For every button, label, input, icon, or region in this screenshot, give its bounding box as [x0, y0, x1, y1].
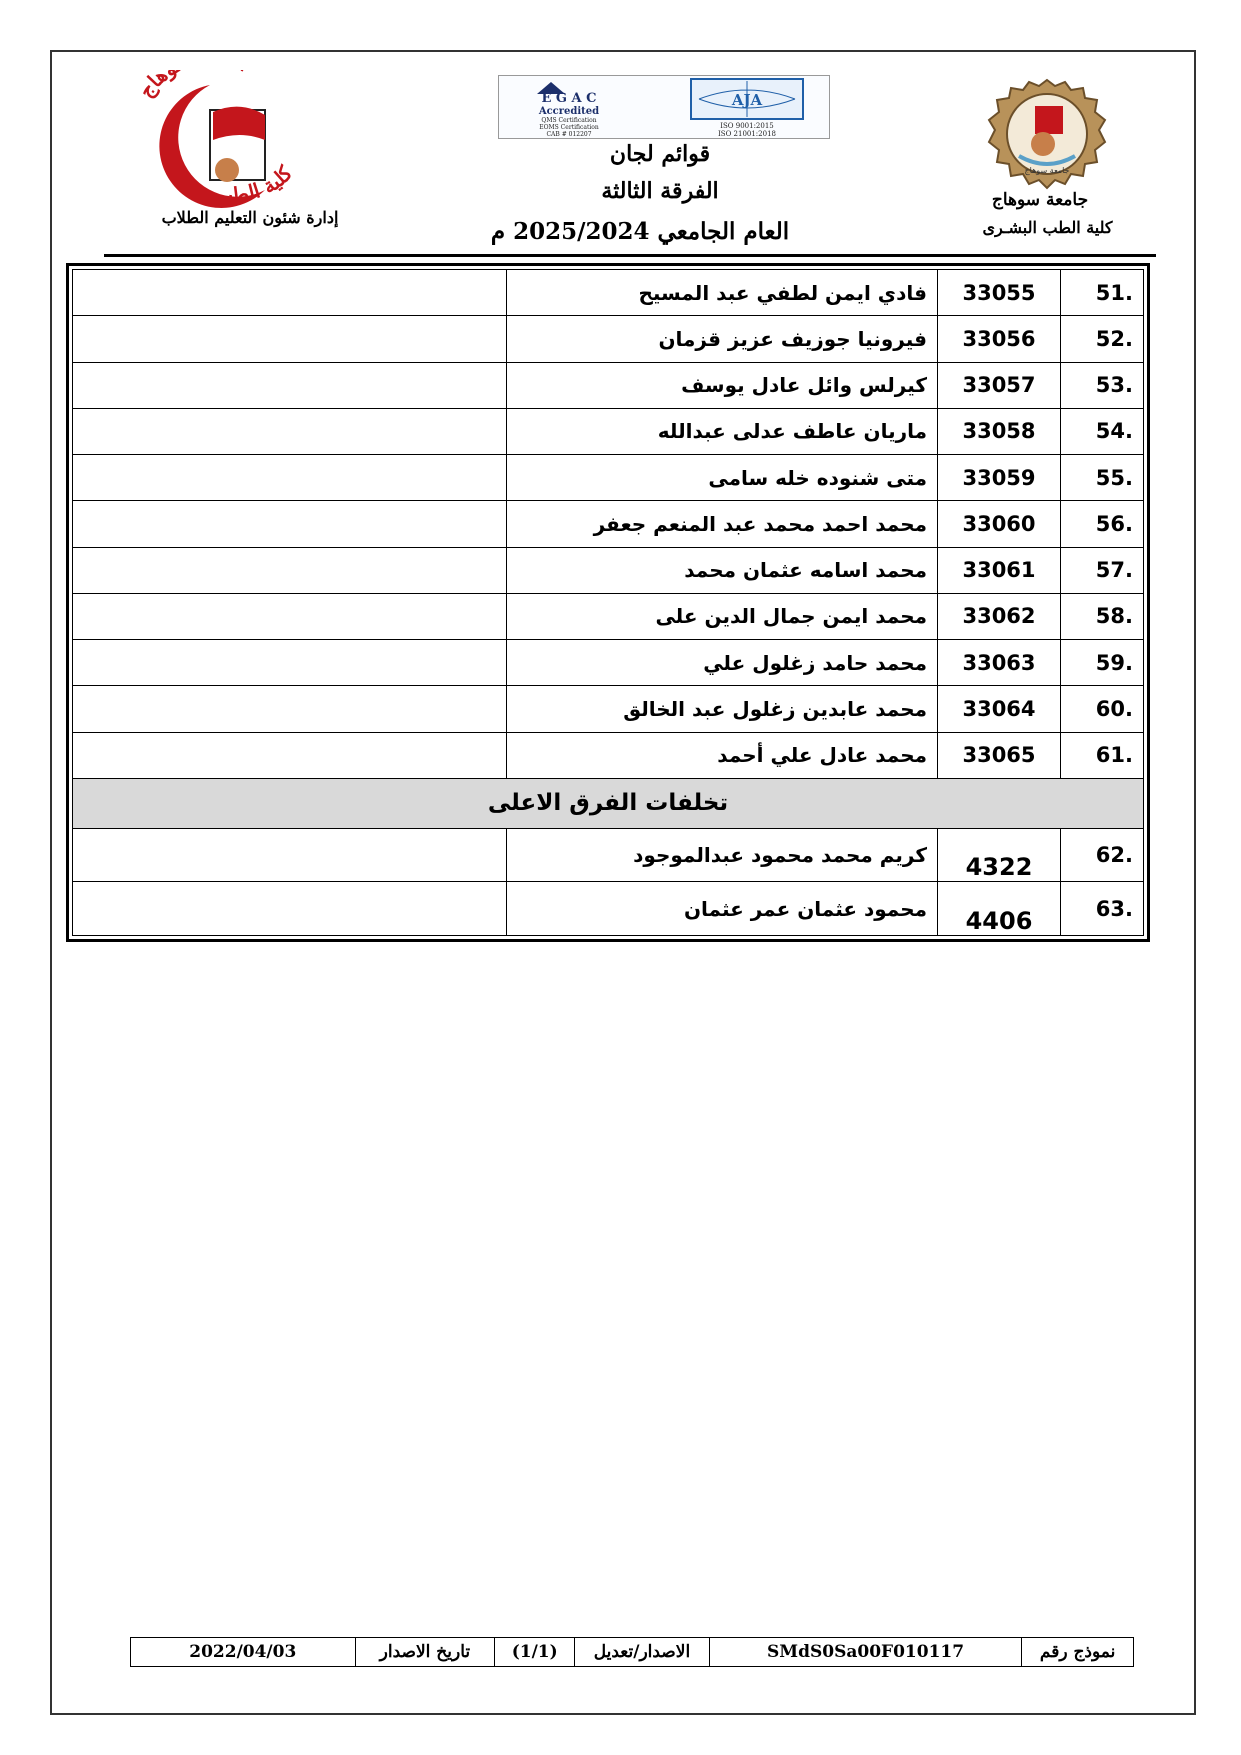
student-name: محمد ايمن جمال الدين على — [507, 593, 938, 639]
seat-number: 33065 — [938, 732, 1061, 778]
row-number: .52 — [1061, 316, 1144, 362]
page-subtitle: الفرقة الثالثة — [601, 178, 719, 204]
header-divider — [104, 254, 1156, 257]
row-number: .57 — [1061, 547, 1144, 593]
seat-number: 33064 — [938, 686, 1061, 732]
form-number-label: نموذج رقم — [1021, 1638, 1133, 1666]
university-logo-text: جامعة سوهاج — [1024, 166, 1070, 175]
row-number: .58 — [1061, 593, 1144, 639]
signature-cell — [73, 408, 507, 454]
signature-cell — [73, 882, 507, 936]
department-label: إدارة شئون التعليم الطلاب — [161, 208, 339, 227]
egac-title: E G A C — [541, 91, 597, 106]
form-number: SMdS0Sa00F010117 — [709, 1638, 1021, 1666]
college-logo-top-text: هاج — [133, 70, 173, 102]
signature-cell — [73, 270, 507, 316]
signature-cell — [73, 828, 507, 882]
table-row — [73, 501, 1144, 547]
egac-qms: QMS Certification — [541, 117, 597, 124]
table-row — [73, 640, 1144, 686]
page-title: قوائم لجان — [609, 141, 711, 167]
row-number: .51 — [1061, 270, 1144, 316]
seat-number: 33063 — [938, 640, 1061, 686]
signature-cell — [73, 362, 507, 408]
row-number: .56 — [1061, 501, 1144, 547]
row-number: .62 — [1061, 828, 1144, 882]
edition-label: الاصدار/تعديل — [574, 1638, 709, 1666]
student-name: محمد حامد زغلول علي — [507, 640, 938, 686]
table-row — [73, 686, 1144, 732]
table-row — [73, 547, 1144, 593]
seat-number: 33062 — [938, 593, 1061, 639]
seat-number: 4406 — [938, 882, 1061, 936]
signature-cell — [73, 316, 507, 362]
signature-cell — [73, 455, 507, 501]
signature-cell — [73, 640, 507, 686]
seat-number: 33056 — [938, 316, 1061, 362]
issue-date: 2022/04/03 — [189, 1642, 297, 1662]
signature-cell — [73, 686, 507, 732]
signature-cell — [73, 547, 507, 593]
row-number: .53 — [1061, 362, 1144, 408]
row-number: .60 — [1061, 686, 1144, 732]
table-row — [73, 362, 1144, 408]
table-row — [73, 408, 1144, 454]
table-row — [73, 732, 1144, 778]
seat-number: 4322 — [938, 828, 1061, 882]
university-logo — [985, 76, 1109, 196]
college-logo — [115, 70, 315, 210]
student-name: محمود عثمان عمر عثمان — [507, 882, 938, 936]
seat-number: 33055 — [938, 270, 1061, 316]
student-name: محمد عادل علي أحمد — [507, 732, 938, 778]
edition-value: (1/1) — [494, 1638, 574, 1666]
table-row — [73, 455, 1144, 501]
section-title: تخلفات الفرق الاعلى — [73, 778, 1144, 828]
college-name: كلية الطب البشـرى — [982, 218, 1113, 237]
table-row — [73, 593, 1144, 639]
row-number: .55 — [1061, 455, 1144, 501]
student-name: كريم محمد محمود عبدالموجود — [507, 828, 938, 882]
aja-title: AJA — [731, 91, 763, 109]
signature-cell — [73, 593, 507, 639]
university-name: جامعة سوهاج — [991, 190, 1089, 210]
aja-iso-9001: ISO 9001:2015 — [720, 122, 774, 130]
table-row — [73, 316, 1144, 362]
student-name: محمد عابدين زغلول عبد الخالق — [507, 686, 938, 732]
college-logo-bottom-text: كلية الطب — [213, 161, 298, 208]
signature-cell — [73, 501, 507, 547]
row-number: .54 — [1061, 408, 1144, 454]
seat-number: 33059 — [938, 455, 1061, 501]
table-row — [73, 882, 1144, 936]
row-number: .61 — [1061, 732, 1144, 778]
table-row — [73, 828, 1144, 882]
seat-number: 33061 — [938, 547, 1061, 593]
certification-block — [498, 75, 830, 139]
student-name: ماريان عاطف عدلى عبدالله — [507, 408, 938, 454]
row-number: .63 — [1061, 882, 1144, 936]
student-name: محمد احمد محمد عبد المنعم جعفر — [507, 501, 938, 547]
seat-number: 33057 — [938, 362, 1061, 408]
student-name: فادي ايمن لطفي عبد المسيح — [507, 270, 938, 316]
committee-table — [66, 263, 1150, 942]
student-name: فيرونيا جوزيف عزيز قزمان — [507, 316, 938, 362]
aja-iso-21001: ISO 21001:2018 — [718, 130, 776, 138]
egac-eoms: EOMS Certification — [539, 124, 599, 131]
form-footer — [130, 1637, 1134, 1667]
academic-year: العام الجامعي 2025/2024 م — [490, 218, 790, 245]
egac-cab: CAB # 012207 — [546, 131, 592, 138]
row-number: .59 — [1061, 640, 1144, 686]
egac-accredited: Accredited — [538, 106, 600, 117]
issue-date-label: تاريخ الاصدار — [355, 1638, 495, 1666]
table-row — [73, 270, 1144, 316]
student-name: محمد اسامه عثمان محمد — [507, 547, 938, 593]
seat-number: 33060 — [938, 501, 1061, 547]
signature-cell — [73, 732, 507, 778]
student-name: متى شنوده خله سامى — [507, 455, 938, 501]
seat-number: 33058 — [938, 408, 1061, 454]
student-name: كيرلس وائل عادل يوسف — [507, 362, 938, 408]
section-header-row — [73, 778, 1144, 828]
